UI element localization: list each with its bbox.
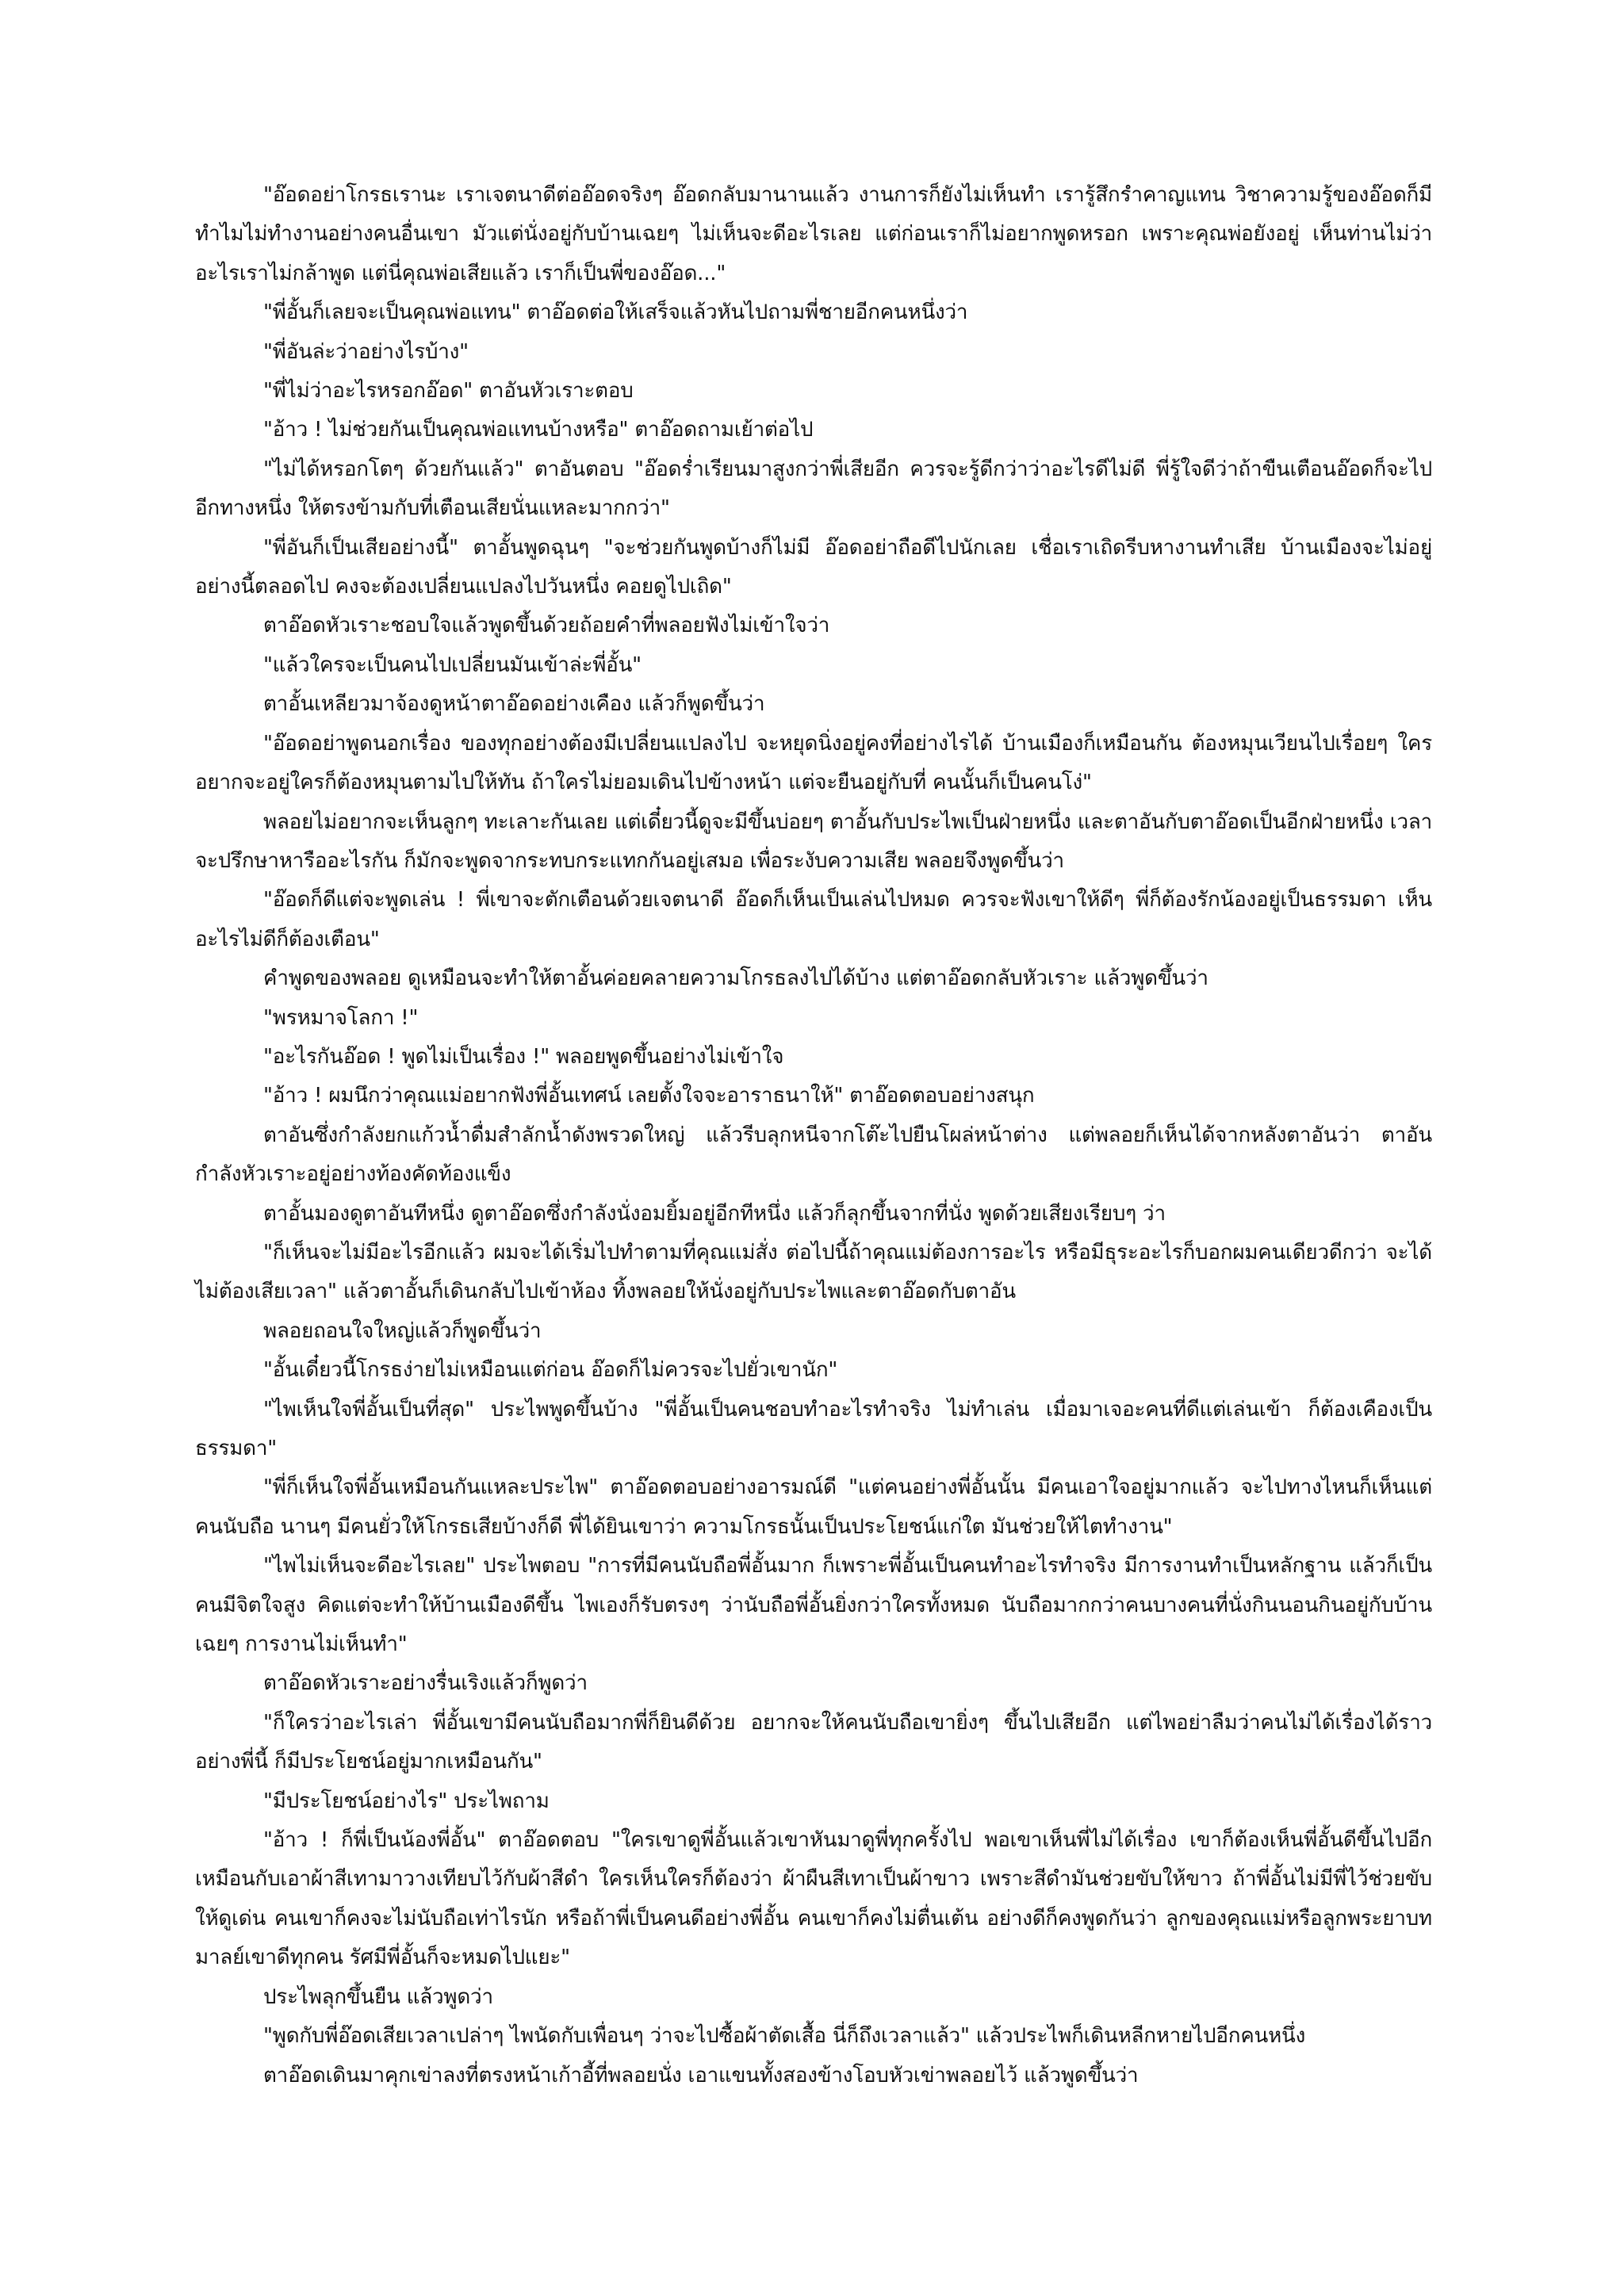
paragraph: ตาอั้นเหลียวมาจ้องดูหน้าตาอ๊อดอย่างเคือง แล้วก็พูดขึ้นว่า (263, 692, 765, 717)
paragraph: "ก็ใครว่าอะไรเล่า พี่อั้นเขามีคนนับถือมากพี่ก็ยินดีด้วย อยากจะให้คนนับถือเขายิ่งๆ ขึ้นไปเสียอีก แต่ไพอย่าลืมว่าคนไม่ได้เรื่องได้ราวอย่างพี่นี้ ก็มีประโยชน์อยู่มากเหมือนกัน" (195, 1710, 1432, 1774)
paragraph: "ก็เห็นจะไม่มีอะไรอีกแล้ว ผมจะได้เริ่มไปทำตามที่คุณแม่สั่ง ต่อไปนี้ถ้าคุณแม่ต้องการอะไร หรือมีธุระอะไรก็บอกผมคนเดียวดีกว่า จะได้ไม่ต้องเสียเวลา" แล้วตาอั้นก็เดินกลับไปเข้าห้อง ทิ้งพลอยให้นั่งอยู่กับประไพและตาอ๊อดกับตาอัน (195, 1240, 1432, 1304)
paragraph: "อั้นเดี๋ยวนี้โกรธง่ายไม่เหมือนแต่ก่อน อ๊อดก็ไม่ควรจะไปยั่วเขานัก" (263, 1358, 838, 1383)
paragraph: ตาอ๊อดหัวเราะชอบใจแล้วพูดขึ้นด้วยถ้อยคำที่พลอยฟังไม่เข้าใจว่า (263, 614, 830, 638)
document-page (195, 176, 1432, 2095)
paragraph: "อ๊อดอย่าโกรธเรานะ เราเจตนาดีต่ออ๊อดจริงๆ อ๊อดกลับมานานแล้ว งานการก็ยังไม่เห็นทำ เรารู้สึกรำคาญแทน วิชาความรู้ของอ๊อดก็มี ทำไมไม่ทำงานอย่างคนอื่นเขา มัวแต่นั่งอยู่กับบ้านเฉยๆ ไม่เห็นจะดีอะไรเลย แต่ก่อนเราก็ไม่อยากพูดหรอก เพราะคุณพ่อยังอยู่ เห็นท่านไม่ว่าอะไรเราไม่กล้าพูด แต่นี่คุณพ่อเสียแล้ว เราก็เป็นพี่ของอ๊อด..." (195, 183, 1432, 285)
paragraph: "พี่อันล่ะว่าอย่างไรบ้าง" (263, 339, 469, 364)
paragraph: "พี่อั้นก็เลยจะเป็นคุณพ่อแทน" ตาอ๊อดต่อให้เสร็จแล้วหันไปถามพี่ชายอีกคนหนึ่งว่า (263, 300, 968, 325)
paragraph: พลอยไม่อยากจะเห็นลูกๆ ทะเลาะกันเลย แต่เดี๋ยวนี้ดูจะมีขึ้นบ่อยๆ ตาอั้นกับประไพเป็นฝ่ายหนึ่ง และตาอันกับตาอ๊อดเป็นอีกฝ่ายหนึ่ง เวลาจะปรึกษาหารืออะไรกัน ก็มักจะพูดจากระทบกระแทกกันอยู่เสมอ เพื่อระงับความเสีย พลอยจึงพูดขึ้นว่า (195, 809, 1432, 873)
paragraph: "อ้าว ! ผมนึกว่าคุณแม่อยากฟังพี่อั้นเทศน์ เลยตั้งใจจะอาราธนาให้" ตาอ๊อดตอบอย่างสนุก (263, 1084, 1035, 1108)
paragraph: "ไม่ได้หรอกโตๆ ด้วยกันแล้ว" ตาอันตอบ "อ๊อดร่ำเรียนมาสูงกว่าพี่เสียอีก ควรจะรู้ดีกว่าว่าอะไรดีไม่ดี พี่รู้ใจดีว่าถ้าขืนเตือนอ๊อดก็จะไปอีกทางหนึ่ง ให้ตรงข้ามกับที่เตือนเสียนั่นแหละมากกว่า" (195, 457, 1432, 521)
paragraph: ตาอั้นมองดูตาอันทีหนึ่ง ดูตาอ๊อดซึ่งกำลังนั่งอมยิ้มอยู่อีกทีหนึ่ง แล้วก็ลุกขึ้นจากที่นั่ง พูดด้วยเสียงเรียบๆ ว่า (263, 1201, 1166, 1226)
paragraph: "แล้วใครจะเป็นคนไปเปลี่ยนมันเข้าล่ะพี่อั้น" (263, 652, 642, 677)
paragraph: พลอยถอนใจใหญ่แล้วก็พูดขึ้นว่า (263, 1318, 542, 1343)
paragraph: "พี่ก็เห็นใจพี่อั้นเหมือนกันแหละประไพ" ตาอ๊อดตอบอย่างอารมณ์ดี "แต่คนอย่างพี่อั้นนั้น มีคนเอาใจอยู่มากแล้ว จะไปทางไหนก็เห็นแต่คนนับถือ นานๆ มีคนยั่วให้โกรธเสียบ้างก็ดี พี่ได้ยินเขาว่า ความโกรธนั้นเป็นประโยชน์แก่ใต มันช่วยให้ไตทำงาน" (195, 1475, 1432, 1539)
paragraph: "ไพไม่เห็นจะดีอะไรเลย" ประไพตอบ "การที่มีคนนับถือพี่อั้นมาก ก็เพราะพี่อั้นเป็นคนทำอะไรทำจริง มีการงานทำเป็นหลักฐาน แล้วก็เป็นคนมีจิตใจสูง คิดแต่จะทำให้บ้านเมืองดีขึ้น ไพเองก็รับตรงๆ ว่านับถือพี่อั้นยิ่งกว่าใครทั้งหมด นับถือมากกว่าคนบางคนที่นั่งกินนอนกินอยู่กับบ้านเฉยๆ การงานไม่เห็นทำ" (195, 1554, 1432, 1657)
paragraph: ประไพลุกขึ้นยืน แล้วพูดว่า (263, 1984, 493, 2009)
paragraph: ตาอ๊อดหัวเราะอย่างรื่นเริงแล้วก็พูดว่า (263, 1671, 588, 1696)
paragraph: "อ๊อดก็ดีแต่จะพูดเล่น ! พี่เขาจะตักเตือนด้วยเจตนาดี อ๊อดก็เห็นเป็นเล่นไปหมด ควรจะฟังเขาให้ดีๆ พี่ก็ต้องรักน้องอยู่เป็นธรรมดา เห็นอะไรไม่ดีก็ต้องเตือน" (195, 888, 1432, 951)
paragraph: คำพูดของพลอย ดูเหมือนจะทำให้ตาอั้นค่อยคลายความโกรธลงไปได้บ้าง แต่ตาอ๊อดกลับหัวเราะ แล้วพูดขึ้นว่า (263, 966, 1208, 991)
paragraph: "อ้าว ! ไม่ช่วยกันเป็นคุณพ่อแทนบ้างหรือ" ตาอ๊อดถามเย้าต่อไป (263, 418, 814, 442)
paragraph: "พูดกับพี่อ๊อดเสียเวลาเปล่าๆ ไพนัดกับเพื่อนๆ ว่าจะไปซื้อผ้าตัดเสื้อ นี่ก็ถึงเวลาแล้ว" แล้วประไพก็เดินหลีกหายไปอีกคนหนึ่ง (263, 2024, 1306, 2049)
paragraph: "พี่ไม่ว่าอะไรหรอกอ๊อด" ตาอันหัวเราะตอบ (263, 379, 634, 404)
paragraph: ตาอันซึ่งกำลังยกแก้วน้ำดื่มสำลักน้ำดังพรวดใหญ่ แล้วรีบลุกหนีจากโต๊ะไปยืนโผล่หน้าต่าง แต่พลอยก็เห็นได้จากหลังตาอันว่า ตาอันกำลังหัวเราะอยู่อย่างท้องคัดท้องแข็ง (195, 1123, 1432, 1187)
paragraph: ตาอ๊อดเดินมาคุกเข่าลงที่ตรงหน้าเก้าอี้ที่พลอยนั่ง เอาแขนทั้งสองข้างโอบหัวเข่าพลอยไว้ แล้วพูดขึ้นว่า (263, 2063, 1139, 2087)
paragraph: "อะไรกันอ๊อด ! พูดไม่เป็นเรื่อง !" พลอยพูดขึ้นอย่างไม่เข้าใจ (263, 1044, 784, 1069)
paragraph: "อ๊อดอย่าพูดนอกเรื่อง ของทุกอย่างต้องมีเปลี่ยนแปลงไป จะหยุดนิ่งอยู่คงที่อย่างไรได้ บ้านเมืองก็เหมือนกัน ต้องหมุนเวียนไปเรื่อยๆ ใครอยากจะอยู่ใครก็ต้องหมุนตามไปให้ทัน ถ้าใครไม่ยอมเดินไปข้างหน้า แต่จะยืนอยู่กับที่ คนนั้นก็เป็นคนโง่" (195, 731, 1432, 795)
paragraph: "พี่อันก็เป็นเสียอย่างนี้" ตาอั้นพูดฉุนๆ "จะช่วยกันพูดบ้างก็ไม่มี อ๊อดอย่าถือดีไปนักเลย เชื่อเราเถิดรีบหางานทำเสีย บ้านเมืองจะไม่อยู่อย่างนี้ตลอดไป คงจะต้องเปลี่ยนแปลงไปวันหนึ่ง คอยดูไปเถิด" (195, 535, 1432, 599)
paragraph: "อ้าว ! ก็พี่เป็นน้องพี่อั้น" ตาอ๊อดตอบ "ใครเขาดูพี่อั้นแล้วเขาหันมาดูพี่ทุกครั้งไป พอเขาเห็นพี่ไม่ได้เรื่อง เขาก็ต้องเห็นพี่อั้นดีขึ้นไปอีก เหมือนกับเอาผ้าสีเทามาวางเทียบไว้กับผ้าสีดำ ใครเห็นใครก็ต้องว่า ผ้าผืนสีเทาเป็นผ้าขาว เพราะสีดำมันช่วยขับให้ขาว ถ้าพี่อั้นไม่มีพี่ไว้ช่วยขับให้ดูเด่น คนเขาก็คงจะไม่นับถือเท่าไรนัก หรือถ้าพี่เป็นคนดีอย่างพี่อั้น คนเขาก็คงไม่ตื่นเต้น อย่างดีก็คงพูดกันว่า ลูกของคุณแม่หรือลูกพระยาบทมาลย์เขาดีทุกคน รัศมีพี่อั้นก็จะหมดไปแยะ" (195, 1828, 1432, 1970)
paragraph: "พรหมาจโลกา !" (263, 1005, 419, 1030)
paragraph: "ไพเห็นใจพี่อั้นเป็นที่สุด" ประไพพูดขึ้นบ้าง "พี่อั้นเป็นคนชอบทำอะไรทำจริง ไม่ทำเล่น เมื่อมาเจอะคนที่ดีแต่เล่นเข้า ก็ต้องเคืองเป็นธรรมดา" (195, 1397, 1433, 1460)
paragraph: "มีประโยชน์อย่างไร" ประไพถาม (263, 1789, 550, 1813)
